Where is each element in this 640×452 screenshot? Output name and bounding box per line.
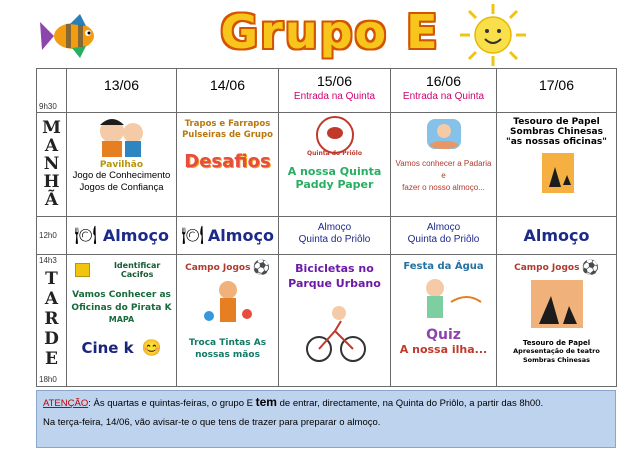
shadow-theatre-illustration [497,276,617,334]
day-header-5 [497,69,617,113]
morning-letter: A [44,136,59,156]
afternoon-letter: A [44,289,59,309]
lunch-cell-3 [279,217,391,255]
day-date: 17/06 [538,77,575,93]
lunch-time-cell [37,217,67,255]
page-title: Grupo E [220,5,440,59]
lunch-line: Quinta do Priôlo [298,234,371,245]
time-afternoon: 14h3 [39,256,57,265]
day-date: 16/06 [425,73,462,89]
lunch-cell-1 [67,217,177,255]
afternoon-label [37,255,67,387]
morning-cell-3 [279,113,391,217]
day-header-4 [391,69,497,113]
activity-line: Jogo de Conhecimento [72,170,171,181]
note-text: : Às quartas e quintas-feiras, o grupo E [88,398,256,409]
day-header-3 [279,69,391,113]
activity-title: Cine k [81,339,134,357]
water-party-illustration [391,272,497,328]
lunch-cell-4 [391,217,497,255]
time-lunch: 12h0 [39,231,57,240]
activity-heading: Festa da Água [403,261,484,272]
attention-note [36,390,616,448]
time-start: 9h30 [39,102,57,111]
day-header-1 [67,69,177,113]
activity-heading: "as nossas oficinas" [506,137,607,147]
morning-cell-4 [391,113,497,217]
plate-cutlery-icon: 🍽 [181,224,204,245]
day-header-2 [177,69,279,113]
activity-heading: Trapos e Farrapos Pulseiras de Grupo [182,119,273,140]
map-label: MAPA [108,315,135,324]
flintstones-illustration [67,113,177,161]
afternoon-cell-1 [67,255,177,387]
activity-title: Bicicletas no Parque Urbano [288,262,381,290]
afternoon-cell-2 [177,255,279,387]
activity-line: Jogos de Confiança [79,182,164,193]
morning-letter: H [43,172,60,192]
activity-line: Tesouro de Papel [522,339,591,347]
lunch-line: Quinta do Priôlo [407,234,480,245]
activity-heading: Campo Jogos [514,262,580,273]
activity-line: e [441,171,446,180]
afternoon-cell-4 [391,255,497,387]
activity-heading: Campo Jogos [185,262,251,273]
afternoon-cell-5 [497,255,617,387]
lunch-label: Almoço [102,225,169,245]
quiz-label: Quiz [426,327,461,343]
note-text: de entrar, directamente, na Quinta do Priôlo, a partir das 8h00. [276,398,544,409]
note-line: Na terça-feira, 14/06, vão avisar-te o que tens de trazer para preparar o almoço. [43,417,381,428]
note-label: ATENÇÃO [43,398,89,409]
day-date: 14/06 [209,77,246,93]
activity-heading: Sombras Chinesas [510,127,603,137]
afternoon-letter: T [45,269,58,289]
activity-line: fazer o nosso almoço... [402,183,485,192]
plate-cutlery-icon: 🍽 [74,224,97,245]
afternoon-letter: E [45,349,58,369]
football-icon: ⚽ [252,259,270,275]
smiley-icon: 😊 [141,340,162,357]
activity-title: Desafios [184,151,271,172]
bicycle-illustration [279,291,391,371]
afternoon-row [37,255,617,387]
corner-cell [37,69,67,113]
badge-label: Pavilhão [99,160,144,170]
morning-cell-2 [177,113,279,217]
football-icon: ⚽ [581,259,599,275]
morning-label [37,113,67,217]
day-date: 13/06 [103,77,140,93]
lunch-cell-2 [177,217,279,255]
schedule-table [36,68,617,387]
shadow-theatre-illustration [497,147,617,197]
painter-illustration [177,276,279,332]
sun-icon [458,2,528,68]
lunch-cell-5 [497,217,617,255]
morning-letter: N [43,154,60,174]
morning-cell-1 [67,113,177,217]
lunch-line: Almoço [317,222,352,233]
activity-title: Troca Tintas As nossas mãos [188,338,267,360]
morning-cell-5 [497,113,617,217]
logo-label: Quinta do Priôlo [307,150,362,157]
activity-line: Vamos conhecer a Padaria [395,159,492,168]
lunch-label: Almoço [523,225,590,245]
morning-letter: Ã [44,190,59,210]
afternoon-cell-3 [279,255,391,387]
header-row [37,69,617,113]
activity-title: A nossa ilha... [399,343,488,356]
lunch-row [37,217,617,255]
afternoon-letter: R [44,309,59,329]
fish-icon [40,14,110,58]
time-end: 18h0 [39,375,57,384]
note-emphasis: tem [255,395,277,409]
day-subtitle: Entrada na Quinta [402,91,485,102]
activity-title: A nossa Quinta Paddy Paper [287,165,382,191]
bakery-illustration [391,113,497,153]
lunch-line: Almoço [426,222,461,233]
day-subtitle: Entrada na Quinta [293,91,376,102]
lunch-label: Almoço [207,225,274,245]
morning-letter: M [42,118,61,138]
activity-heading: Identificar Cacifos [113,261,161,279]
locker-icon [75,263,90,277]
morning-row [37,113,617,217]
activity-title: Vamos Conhecer as Oficinas do Pirata K [71,290,172,313]
activity-heading: Tesouro de Papel [513,117,600,127]
day-date: 15/06 [316,73,353,89]
activity-line: Apresentação de teatro Sombras Chinesas [513,347,600,364]
afternoon-letter: D [44,329,59,349]
